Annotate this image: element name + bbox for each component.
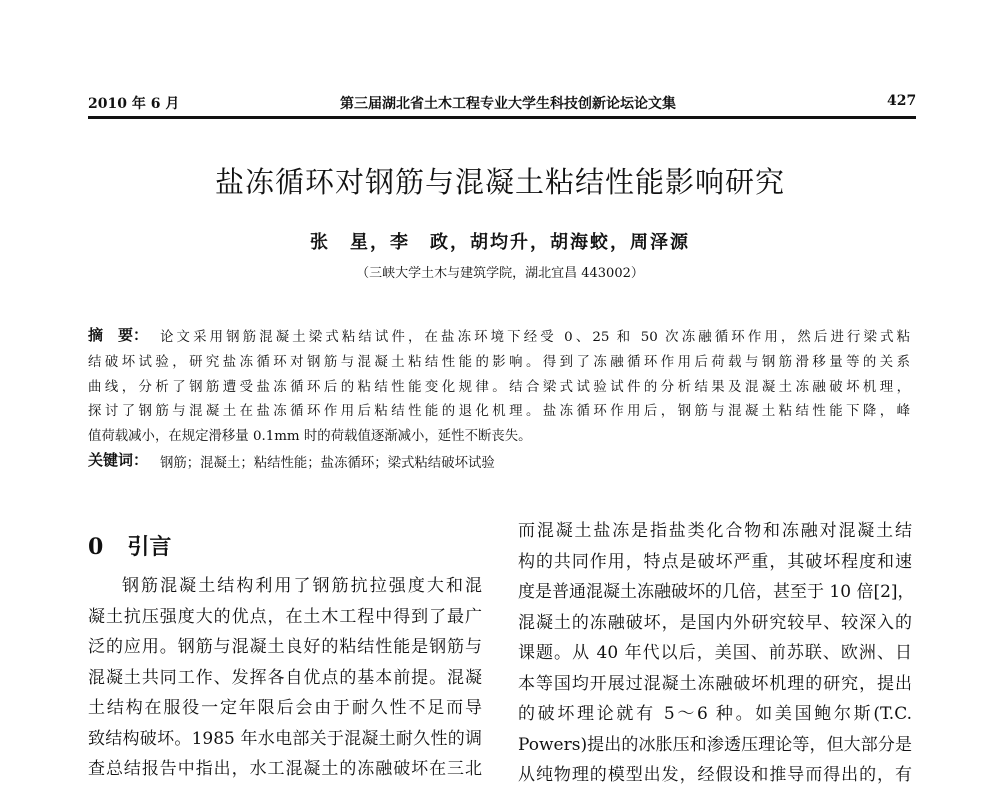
section-heading [88,530,171,561]
keywords: 钢筋；混凝土；粘结性能；盐冻循环；梁式粘结破坏试验 [160,456,495,471]
abstract-label: 摘 要： [88,326,149,344]
header-rule [88,116,916,119]
abstract-line: 探讨了钢筋与混凝土在盐冻循环作用后粘结性能的退化机理。盐冻循环作用后，钢筋与混凝土粘结性能下降，峰 [88,404,910,420]
paragraph-line: 土结构在服役一定年限后会由于耐久性不足而导 [88,698,482,718]
header-journal: 第三届湖北省土木工程专业大学生科技创新论坛论文集 [340,96,676,112]
paragraph-line: 混凝土的冻融破坏，是国内外研究较早、较深入的 [518,612,912,633]
authors: 张 星，李 政，胡均升，胡海蛟，周泽源 [310,232,690,253]
paragraph-line: Powers)提出的冰胀压和渗透压理论等，但大部分是 [518,734,912,755]
paragraph-line: 而混凝土盐冻是指盐类化合物和冻融对混凝土结 [518,521,912,541]
paragraph-line: 钢筋混凝土结构利用了钢筋抗拉强度大和混 [122,576,482,596]
paragraph-line: 查总结报告中指出，水工混凝土的冻融破坏在三北 [88,759,482,779]
paragraph-line: 从纯物理的模型出发，经假设和推导而得出的，有 [518,765,912,785]
abstract-line: 结破坏试验，研究盐冻循环对钢筋与混凝土粘结性能的影响。得到了冻融循环作用后荷载与钢筋滑移量等的关系 [88,354,910,370]
header-page-number: 427 [887,93,917,109]
paragraph-line: 泛的应用。钢筋与混凝土良好的粘结性能是钢筋与 [88,637,482,657]
abstract-line: 值荷载减小，在规定滑移量 0.1mm 时的荷载值逐渐减小，延性不断丧失。 [88,429,532,445]
header-date: 2010 年 6 月 [88,96,180,112]
section-title: 引言 [127,534,172,560]
paragraph-line: 致结构破坏。1985 年水电部关于混凝土耐久性的调 [88,728,482,749]
paragraph-line: 本等国均开展过混凝土冻融破坏机理的研究，提出 [518,673,912,694]
paragraph-line: 度是普通混凝土冻融破坏的几倍，甚至于 10 倍[2]， [518,582,915,602]
paragraph-line: 凝土抗压强度大的优点，在土木工程中得到了最广 [88,606,482,627]
paper-title: 盐冻循环对钢筋与混凝土粘结性能影响研究 [214,165,785,199]
affiliation: （三峡大学土木与建筑学院，湖北宜昌 443002） [356,266,644,281]
section-number: 0 [88,534,104,560]
paragraph-line: 课题。从 40 年代以后，美国、前苏联、欧洲、日 [518,643,912,663]
abstract-line: 论文采用钢筋混凝土梁式粘结试件，在盐冻环境下经受 0、25 和 50 次冻融循环作用，然后进行梁式粘 [160,330,910,345]
paragraph-line: 构的共同作用，特点是破坏严重，其破坏程度和速 [518,551,912,572]
paragraph-line: 混凝土共同工作、发挥各自优点的基本前提。混凝 [88,667,482,688]
keywords-label: 关键词： [88,451,149,469]
paragraph-line: 的破坏理论就有 5～6 种。如美国鲍尔斯(T.C. [518,704,912,724]
abstract-line: 曲线，分析了钢筋遭受盐冻循环后的粘结性能变化规律。结合梁式试验试件的分析结果及混凝土冻融破坏机理， [88,379,910,395]
